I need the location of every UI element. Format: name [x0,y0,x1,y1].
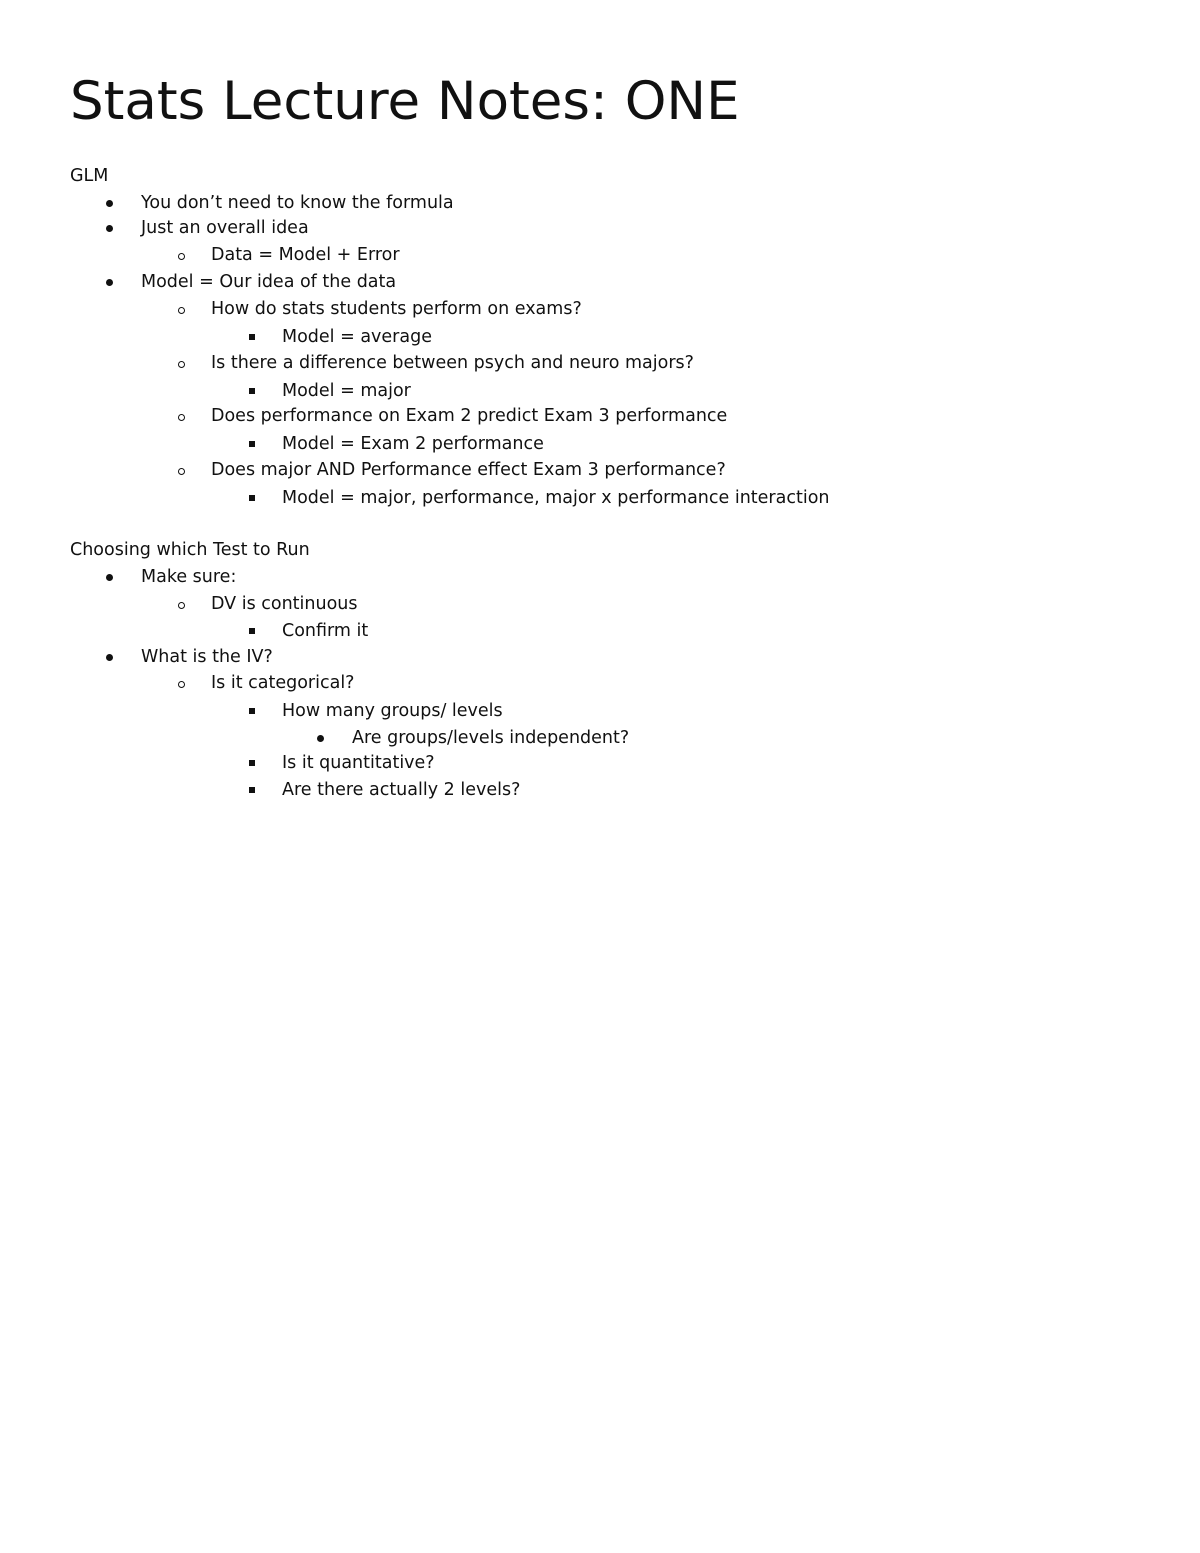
list-item: Model = Our idea of the data [141,272,397,292]
bullet-square-icon [249,441,255,447]
list-item: Confirm it [282,621,369,641]
list-item: Is there a difference between psych and neuro majors? [211,353,694,373]
list-item: Does performance on Exam 2 predict Exam 3 performance [211,406,728,426]
bullet-circle-icon [178,468,185,475]
bullet-square-icon [249,628,255,634]
list-item: DV is continuous [211,594,358,614]
bullet-square-icon [249,334,255,340]
list-item: You don’t need to know the formula [141,193,454,213]
bullet-circle-icon [178,253,185,260]
bullet-square-icon [249,708,255,714]
list-item: Model = major [282,381,411,401]
list-item: How many groups/ levels [282,701,503,721]
bullet-square-icon [249,787,255,793]
page-title: Stats Lecture Notes: ONE [70,71,740,132]
list-item: Make sure: [141,567,237,587]
bullet-dot-icon [317,735,324,742]
bullet-dot-icon [106,225,113,232]
list-item: Model = average [282,327,432,347]
bullet-circle-icon [178,414,185,421]
list-item: Are groups/levels independent? [352,728,630,748]
section-heading: Choosing which Test to Run [70,540,310,560]
list-item: Model = Exam 2 performance [282,434,544,454]
list-item: Data = Model + Error [211,245,400,265]
list-item: Model = major, performance, major x performance interaction [282,488,830,508]
bullet-circle-icon [178,361,185,368]
bullet-dot-icon [106,574,113,581]
list-item: What is the IV? [141,647,273,667]
list-item: Does major AND Performance effect Exam 3 performance? [211,460,726,480]
list-item: Are there actually 2 levels? [282,780,521,800]
bullet-dot-icon [106,200,113,207]
section-heading: GLM [70,166,109,186]
list-item: Is it categorical? [211,673,355,693]
bullet-square-icon [249,760,255,766]
bullet-circle-icon [178,307,185,314]
bullet-square-icon [249,388,255,394]
list-item: Is it quantitative? [282,753,435,773]
bullet-square-icon [249,495,255,501]
list-item: Just an overall idea [141,218,309,238]
bullet-dot-icon [106,279,113,286]
bullet-circle-icon [178,602,185,609]
bullet-dot-icon [106,654,113,661]
list-item: How do stats students perform on exams? [211,299,582,319]
bullet-circle-icon [178,681,185,688]
